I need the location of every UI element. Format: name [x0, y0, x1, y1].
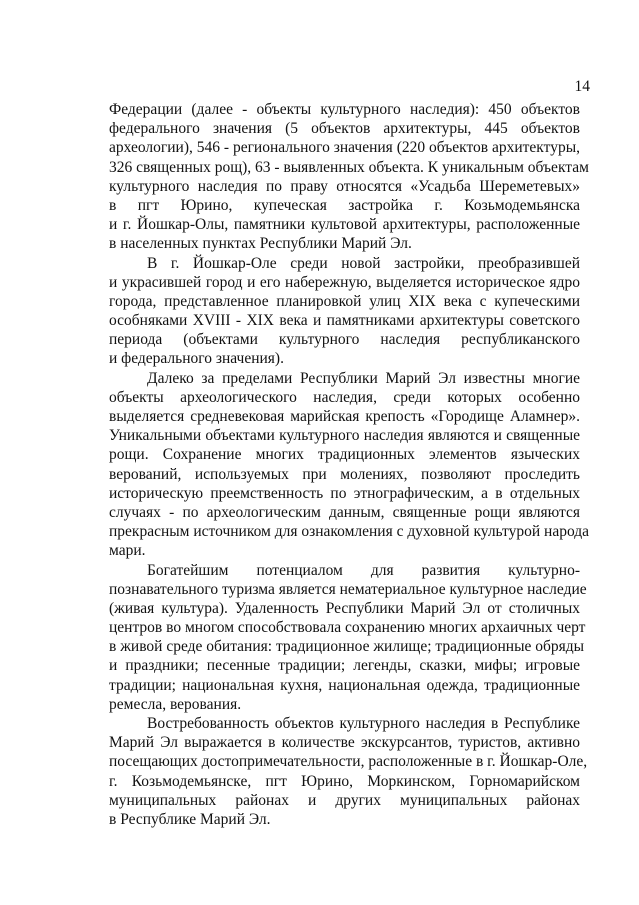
text-line: археологии), 546 - регионального значения (220 объектов архитектуры, [109, 139, 580, 157]
text-line: В г. Йошкар-Оле среди новой застройки, преобразившей [147, 254, 580, 272]
text-line: традиции; национальная кухня, национальная одежда, традиционные [109, 676, 580, 694]
paragraph [109, 561, 587, 715]
text-line: (живая культура). Удаленность Республики Марий Эл от столичных [109, 599, 580, 617]
text-line: выделяется средневековая марийская крепость «Городище Аламнер». [109, 408, 580, 425]
paragraph [109, 254, 580, 369]
text-line: особняками XVIII - XIX века и памятниками архитектуры советского [109, 312, 580, 330]
text-line: Уникальными объектами культурного наследия являются и священные [109, 427, 580, 445]
text-line: периода (объектами культурного наследия республиканского [109, 331, 580, 349]
text-line: мари. [109, 542, 146, 560]
text-line: в живой среде обитания: традиционное жилище; традиционные обряды [109, 638, 585, 656]
text-line: прекрасным источником для ознакомления с духовной культурой народа [109, 523, 590, 541]
text-line: федерального значения (5 объектов архитектуры, 445 объектов [109, 120, 580, 138]
text-line: и украсившей город и его набережную, выделяется историческое ядро [109, 273, 580, 291]
text-line: Богатейшим потенциалом для развития культурно- [147, 561, 580, 579]
paragraph [109, 100, 589, 254]
text-line: центров во многом способствовала сохранению многих архаичных черт [109, 619, 586, 637]
text-line: рощи. Сохранение многих традиционных элементов языческих [109, 446, 580, 464]
page-number: 14 [574, 78, 590, 95]
text-line: города, представленное планировкой улиц XIX века с купеческими [109, 292, 580, 310]
text-line: 326 священных рощ), 63 - выявленных объекта. К уникальным объектам [109, 158, 589, 176]
paragraph [109, 714, 588, 829]
text-line: и праздники; песенные традиции; легенды, сказки, мифы; игровые [109, 657, 580, 675]
text-line: и г. Йошкар-Олы, памятники культовой архитектуры, расположенные [109, 216, 580, 234]
text-line: Марий Эл выражается в количестве экскурсантов, туристов, активно [109, 734, 580, 752]
text-line: г. Козьмодемьянске, пгт Юрино, Моркинском, Горномарийском [109, 772, 580, 790]
text-line: в населенных пунктах Республики Марий Эл. [109, 235, 412, 253]
text-line: познавательного туризма является нематериальное культурное наследие [109, 580, 587, 598]
text-line: Далеко за пределами Республики Марий Эл известны многие [147, 369, 580, 387]
body-text [109, 100, 590, 829]
text-line: Федерации (далее - объекты культурного наследия): 450 объектов [109, 101, 580, 118]
text-line: историческую преемственность по этнографическим, а в отдельных [109, 484, 580, 502]
text-line: муниципальных районах и других муниципальных районах [109, 791, 580, 809]
text-line: в пгт Юрино, купеческая застройка г. Козьмодемьянска [109, 196, 580, 214]
text-line: посещающих достопримечательности, расположенные в г. Йошкар-Оле, [109, 753, 588, 771]
text-line: объекты археологического наследия, среди которых особенно [109, 388, 580, 406]
text-line: случаях - по археологическим данным, священные рощи являются [109, 503, 580, 521]
text-line: культурного наследия по праву относятся «Усадьба Шереметевых» [109, 177, 580, 195]
text-line: и федерального значения). [109, 350, 284, 368]
text-line: Востребованность объектов культурного наследия в Республике [147, 715, 580, 732]
text-line: ремесла, верования. [109, 695, 242, 713]
text-line: верований, используемых при молениях, позволяют проследить [109, 465, 580, 483]
paragraph [109, 369, 590, 561]
text-line: в Республике Марий Эл. [109, 810, 271, 828]
